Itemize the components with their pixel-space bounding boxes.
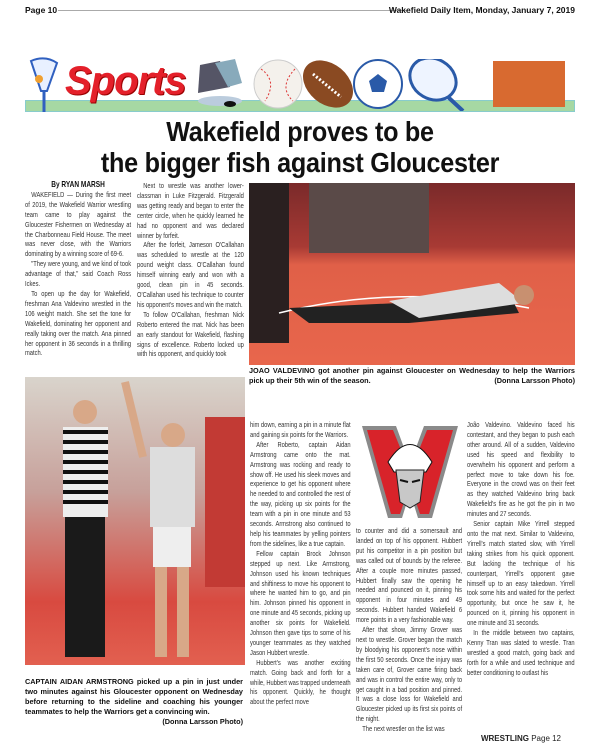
paragraph: WAKEFIELD — During the first meet of 2019, the Wakefield Warrior wrestling team came to play against the Gloucester Fishermen on Wednesday at the Charbonneau Field House. The meet was never close, with the Warriors dominating by a winning score of 69-6. [25, 189, 132, 259]
section-title: Sports [65, 59, 186, 103]
photo-credit: (Donna Larsson Photo) [494, 376, 575, 385]
photo-top-caption [249, 366, 575, 386]
paragraph: Next to wrestle was another lower-classman in Luke Fitzgerald. Fitzgerald was getting ready and began to enter the center circle, when he quickly learned he had no opponent and was declared winner by forfeit. [137, 181, 244, 240]
paragraph: In the middle between two captains, Kenny Tran was slated to wrestle. Tran wrestled a good match, going back and forth for a while and used technique and better conditioning to outlast his [467, 628, 575, 677]
paragraph: Hubbert's was another exciting match. Going back and forth for a while, Hubbert was trapped underneath his opponent. Quickly, he thought about the perfect move [250, 657, 351, 707]
paragraph: After the forfeit, Jameson O'Callahan was scheduled to wrestle at the 120 pound weight class. O'Callahan found himself winning early and won with a good, clean pin in 45 seconds. O'Callahan used his technique to counter his opponent's moves and win the match. [137, 240, 244, 309]
warriors-logo [360, 422, 460, 522]
paragraph: Fellow captain Brock Johnson stepped up next. Like Armstrong, Johnson used his known techniques and shiftiness to move his opponent to where he wanted him to go, and pin him. Johnson pinned his opponent in one minute and 45 seconds, picking up another six points for Wakefield. Johnson then gave tips to some of his younger teammates as they watched Jason Hubbert wrestle. [250, 548, 351, 657]
jump-label: WRESTLING [480, 734, 529, 743]
sports-banner [25, 55, 575, 112]
paragraph: To follow O'Callahan, freshman Nick Roberto entered the mat. Nick has been an early standout for Wakefield, flashing signs of excellence. Roberto locked up with his opponent, and quickly took [137, 309, 244, 359]
photo-credit: (Donna Larsson Photo) [162, 717, 243, 726]
article-column-5 [467, 420, 575, 678]
ice-skates-icon [190, 57, 250, 107]
referee-and-wrestler-illustration [25, 377, 245, 665]
header-rule [58, 10, 408, 11]
jump-page: Page 12 [531, 734, 562, 743]
headline-line-1: Wakefield proves to be [166, 116, 434, 147]
caption-text: picked up a pin in just under two minutes against his Gloucester opponent on Wednesday before returning to the sideline and coaching his younger teammates to help the Warriors get a convincing win. [25, 677, 243, 716]
wrestling-photo-left [25, 377, 245, 665]
paragraph: After that show, Jimmy Grover was next to wrestle. Grover began the match by bloodying his opponent's nose within the first 50 seconds. Once the injury was taken care of, Grover came firing back and was in control the entire way, only to get caught in a bad position and pinned. It was a close loss for Wakefield and Gloucester picked up its first six points of the night. [356, 625, 463, 724]
paragraph: The next wrestler on the list was [362, 724, 445, 734]
paragraph: to counter and did a somersault and landed on top of his opponent. Hubbert put his competitor in a pin position but was called out of bounds by the referee. After a couple more minutes passed, Hubbert finally saw the opening he needed and pounced on it, pinning his opponent in four minutes and 49 seconds. Hubbert handed Wakefield 6 more points in a very fashionable way. [356, 526, 463, 625]
page-number: Page 10 [25, 5, 58, 15]
lacrosse-stick-icon [25, 57, 65, 112]
caption-lead: CAPTAIN AIDAN ARMSTRONG [25, 677, 134, 686]
paragraph: After Roberto, captain Aidan Armstrong came onto the mat. Armstrong was rocking and ready to show off. He used his sleek moves and experience to get his opponent where he needed to and controlled the rest of the way, picking up six points for the team with a pin in one minute and 53 seconds. Armstrong also continued to help his teammates by yelling pointers from the sidelines, like a true captain. [250, 439, 351, 548]
continued-jump-link[interactable] [467, 734, 575, 743]
hurdler-image [493, 61, 565, 107]
article-column-4 [356, 526, 462, 734]
caption-lead: JOAO VALDEVINO [249, 366, 315, 375]
paragraph: Senior captain Mike Yirrell stepped onto the mat next. Similar to Valdevino, Yirrell's match started slow, with Yirrell taking strikes from his quick opponent. But lacking the technique of his counterpart, Yirrell's opponent gave himself up to an easy takedown. Yirrell took some hits and waited for the perfect opportunity, but once he saw it, he pounced on it, pinning his opponent in one minute and 31 seconds. [467, 519, 575, 628]
paper-dateline: Wakefield Daily Item, Monday, January 7, 2019 [388, 5, 575, 15]
paragraph: "They were young, and we kind of took advantage of that," said Coach Ross Ickes. [25, 259, 132, 289]
article-column-1 [25, 180, 131, 358]
byline: By RYAN MARSH [51, 179, 105, 189]
article-column-2 [137, 181, 244, 359]
wrestling-photo-top [249, 183, 575, 365]
paragraph: João Valdevino. Valdevino faced his contestant, and they began to push each other around. All of a sudden, Valdevino used his speed and flexibility to overwhelm his opponent and perform a perfect move to take down his foe. Everyone in the crowd was on their feet as they watched Valdevino bring back Wakefield's fire as he got the pin in two minutes and 27 seconds. [467, 420, 575, 519]
headline-line-2: the bigger fish against Gloucester [100, 147, 500, 178]
article-column-3 [250, 420, 351, 707]
photo-left-caption [25, 677, 243, 727]
paragraph: him down, earning a pin in a minute flat and gaining six points for the Warriors. [250, 420, 351, 439]
paragraph: To open up the day for Wakefield, freshman Ana Valdevino wrestled in the 106 weight match. She set the tone for Wakefield, dominating her opponent and really taking over the match. Ana pinned her opponent in 36 seconds in a thrilling match. [25, 288, 132, 358]
wrestlers-illustration [249, 183, 575, 365]
caption-text: got another pin against Gloucester on Wednesday to help the Warriors pick up their 5th win of the season. [249, 366, 575, 385]
